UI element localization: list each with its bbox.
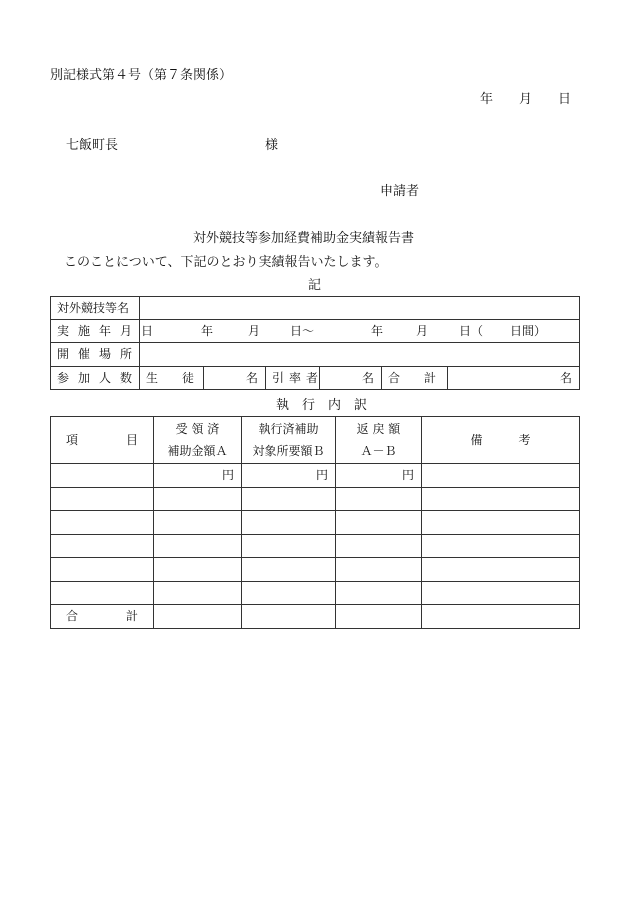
statement-text: このことについて、下記のとおり実績報告いたします。 [64, 255, 388, 270]
students-label: 生 徒 [140, 366, 204, 389]
period-year-label: 年 [201, 324, 214, 339]
competition-label: 対外競技等名 [51, 297, 140, 320]
yen-unit: 円 [315, 468, 328, 483]
header-received-line1: 受 領 済 [175, 422, 220, 436]
refund-amount-cell[interactable] [336, 511, 422, 535]
received-amount-cell[interactable] [154, 558, 242, 582]
date-day-label: 日 [558, 92, 572, 107]
students-unit: 名 [245, 370, 258, 385]
executed-amount-cell[interactable] [242, 534, 336, 558]
received-amount-cell[interactable] [154, 511, 242, 535]
header-executed [242, 417, 336, 464]
item-cell[interactable] [51, 581, 154, 605]
period-label-text: 実施年月日 [57, 324, 163, 339]
header-received [154, 417, 242, 464]
header-refund [336, 417, 422, 464]
header-item: 項 目 [51, 417, 154, 464]
total-row-label: 合 計 [51, 605, 154, 629]
venue-label-text: 開催場所 [57, 347, 142, 362]
participants-label-text: 参加人数 [57, 370, 142, 385]
table-row [51, 487, 580, 511]
form-number: 別記様式第４号（第７条関係） [50, 68, 233, 83]
item-cell[interactable] [51, 511, 154, 535]
date-month-label: 月 [519, 92, 533, 107]
item-cell[interactable] [51, 534, 154, 558]
remarks-cell[interactable] [422, 558, 580, 582]
date-line [480, 93, 571, 106]
leaders-count-cell[interactable] [320, 366, 382, 389]
table-row [51, 343, 580, 366]
received-total-cell[interactable] [154, 605, 242, 629]
remarks-cell[interactable] [422, 487, 580, 511]
table-row [51, 320, 580, 343]
item-cell[interactable] [51, 464, 154, 488]
refund-amount-cell[interactable] [336, 558, 422, 582]
ki-heading: 記 [308, 278, 322, 293]
executed-amount-cell[interactable] [242, 511, 336, 535]
table-row [51, 297, 580, 320]
applicant-label: 申請者 [380, 184, 420, 199]
header-received-line2: 補助金額Ａ [167, 444, 228, 458]
competition-value-cell[interactable] [140, 297, 580, 320]
addressee-name: 七飯町長 [66, 138, 119, 153]
received-amount-cell[interactable] [154, 581, 242, 605]
table-row [51, 366, 580, 389]
refund-amount-cell[interactable] [336, 581, 422, 605]
executed-total-cell[interactable] [242, 605, 336, 629]
period-days-label: 日間） [510, 324, 547, 339]
leaders-label: 引率者 [266, 366, 320, 389]
refund-amount-cell[interactable] [336, 464, 422, 488]
addressee-honorific: 様 [265, 138, 279, 153]
leaders-unit: 名 [361, 370, 374, 385]
total-unit: 名 [560, 370, 573, 385]
total-label: 合 計 [382, 366, 448, 389]
yen-unit: 円 [401, 468, 414, 483]
executed-amount-cell[interactable] [242, 487, 336, 511]
participants-label [51, 366, 140, 389]
info-table [50, 296, 580, 390]
header-executed-line1: 執行済補助 [258, 422, 319, 436]
venue-label [51, 343, 140, 366]
period-day-from-label: 日〜 [290, 324, 315, 339]
table-row [51, 558, 580, 582]
received-amount-cell[interactable] [154, 534, 242, 558]
item-cell[interactable] [51, 558, 154, 582]
remarks-total-cell[interactable] [422, 605, 580, 629]
header-remarks: 備 考 [422, 417, 580, 464]
total-count-cell[interactable] [448, 366, 580, 389]
header-refund-line2: Ａ－Ｂ [360, 444, 397, 458]
table-row [51, 511, 580, 535]
yen-unit: 円 [221, 468, 234, 483]
header-row [51, 417, 580, 464]
remarks-cell[interactable] [422, 511, 580, 535]
item-cell[interactable] [51, 487, 154, 511]
students-count-cell[interactable] [204, 366, 266, 389]
executed-amount-cell[interactable] [242, 581, 336, 605]
period-value-cell[interactable] [140, 320, 580, 343]
executed-amount-cell[interactable] [242, 558, 336, 582]
remarks-cell[interactable] [422, 464, 580, 488]
venue-value-cell[interactable] [140, 343, 580, 366]
refund-amount-cell[interactable] [336, 487, 422, 511]
remarks-cell[interactable] [422, 534, 580, 558]
breakdown-table [50, 416, 580, 629]
period-year2-label: 年 [371, 324, 384, 339]
executed-amount-cell[interactable] [242, 464, 336, 488]
date-year-label: 年 [480, 92, 494, 107]
received-amount-cell[interactable] [154, 464, 242, 488]
header-executed-line2: 対象所要額Ｂ [252, 444, 325, 458]
period-label [51, 320, 163, 343]
period-month-label: 月 [248, 324, 261, 339]
received-amount-cell[interactable] [154, 487, 242, 511]
period-month2-label: 月 [416, 324, 429, 339]
total-row [51, 605, 580, 629]
table-row [51, 464, 580, 488]
period-day-to-label: 日（ [459, 324, 484, 339]
document-title: 対外競技等参加経費補助金実績報告書 [193, 231, 415, 246]
refund-total-cell[interactable] [336, 605, 422, 629]
refund-amount-cell[interactable] [336, 534, 422, 558]
table-row [51, 534, 580, 558]
remarks-cell[interactable] [422, 581, 580, 605]
period-fields [140, 320, 579, 342]
breakdown-title: 執 行 内 訳 [276, 398, 368, 413]
header-refund-line1: 返 戻 額 [356, 422, 401, 436]
table-row [51, 581, 580, 605]
